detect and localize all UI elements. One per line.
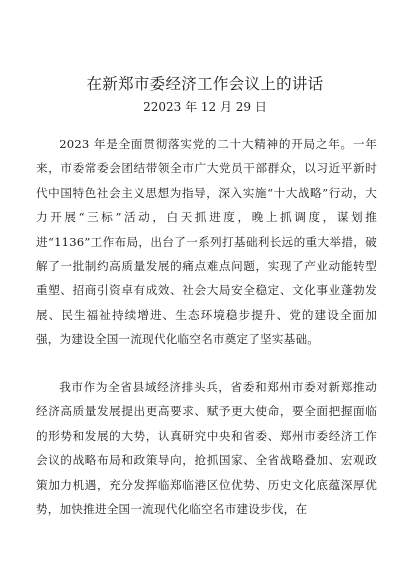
paragraph-2 [36,375,377,521]
paragraph-text: 我市作为全省县域经济排头兵，省委和郑州市委对新郑推动经济高质量发展提出更高要求、赋予更大使命，要全面把握面临的形势和发展的大势，认真研究中央和省委、郑州市委经济工作会议的战略布局和政策导向，抢抓国家、全省战略叠加、宏观政策加力机遇，充分发挥临郑临港区位优势、历史文化底蕴深厚优势，加快推进全国一流现代化临空名市建设步伐，在 [36,380,377,517]
paragraph-text: 2023 年是全面贯彻落实党的二十大精神的开局之年。一年来，市委常委会团结带领全市广大党员干部群众，以习近平新时代中国特色社会主义思想为指导，深入实施“十大战略”行动，大力开展“三标”活动，白天抓进度，晚上抓调度，谋划推进“1136”工作布局，出台了一系列打基础利长远的重大举措，破解了一批制约高质量发展的痛点难点问题，实现了产业动能转型重塑、招商引资卓有成效、社会大局安全稳定、文化事业蓬勃发展、民生福祉持续增进、生态环境稳步提升、党的建设全面加强，为建设全国一流现代化临空名市奠定了坚实基础。 [36,137,377,347]
page-title: 在新郑市委经济工作会议上的讲话 [86,75,324,93]
document-date: 22023 年 12 月 29 日 [143,100,267,114]
paragraph-1 [36,132,377,352]
